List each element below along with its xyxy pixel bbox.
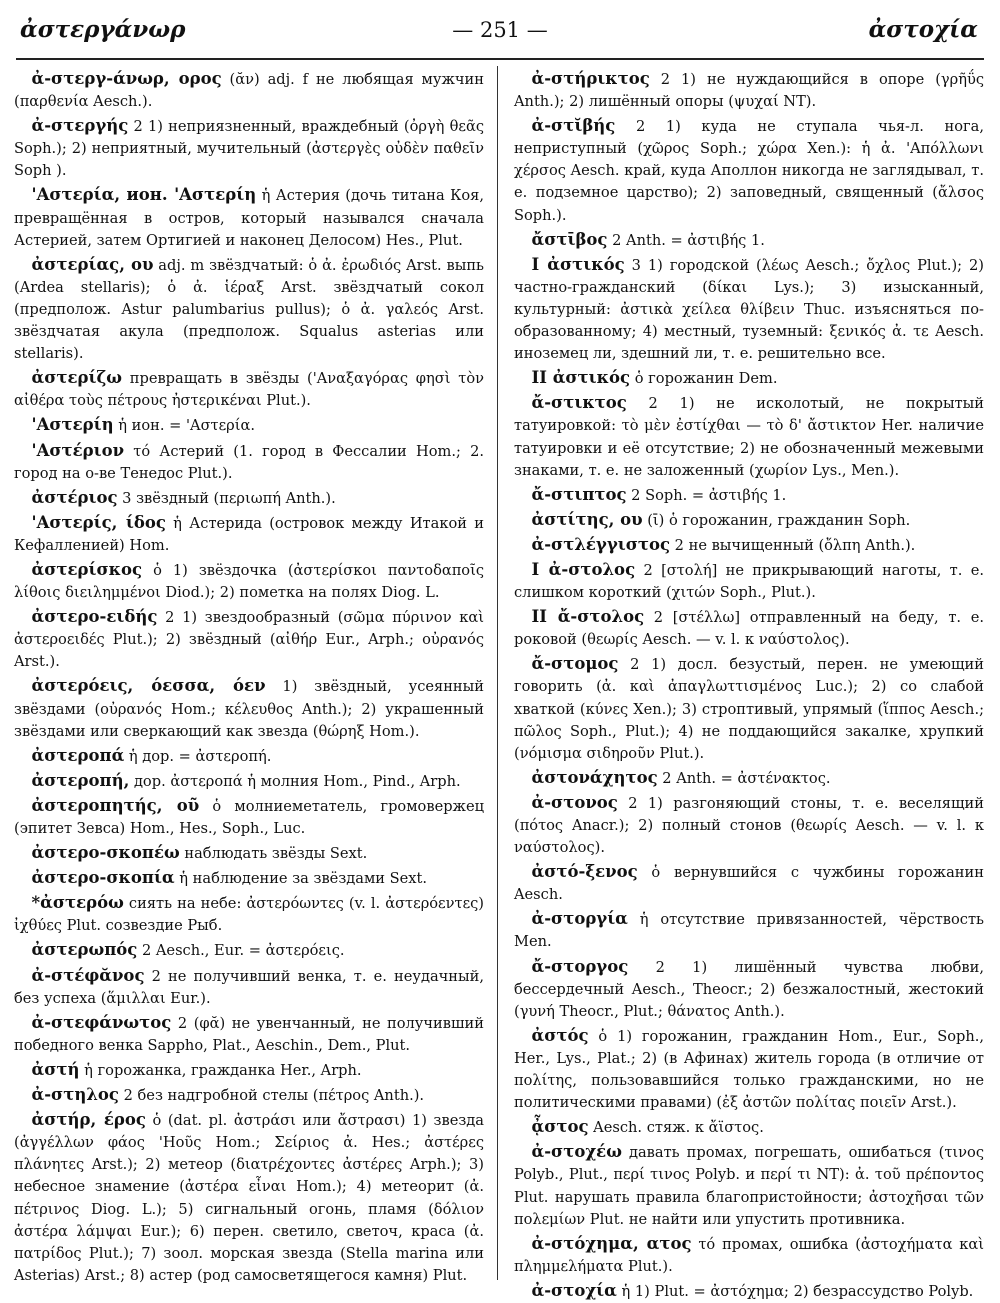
entry-definition: 2 1) куда не ступала чья-л. нога, неприступный (χῶρος Soph.; χώρα Xen.): ἡ ἀ. 'Απόλλωνι χέρσος Aesch. край, куда Аполлон никогда не заглядывал, т. е. подземное царство); 2) заповедный, священный (ἄλσος Soph.). bbox=[514, 118, 984, 224]
dictionary-entry bbox=[14, 440, 484, 485]
entry-definition: 2 (φᾰ) не увенчанный, не получивший победного венка Sappho, Plat., Aeschin., Dem., Plut. bbox=[14, 1014, 484, 1054]
dictionary-entry bbox=[514, 509, 984, 532]
entry-headword: ἄ-στιπτος bbox=[531, 484, 627, 504]
entry-definition: давать промах, погрешать, ошибаться (τινος Polyb., Plut., περί τινος Polyb. и περί τι NT): ἀ. τοῦ πρέποντος Plut. нарушать правила благопристойности; ἀστοχῆσαι τῶν πολεμίων Plut. не найти или упустить противника. bbox=[514, 1144, 984, 1228]
entry-headword: ἀστερο-σκοπία bbox=[31, 868, 175, 888]
dictionary-entry bbox=[14, 559, 484, 604]
entry-headword: ἀ-στόχημα, ατος bbox=[531, 1233, 692, 1253]
entry-headword: I ἀ-στολος bbox=[531, 559, 636, 579]
entry-definition: 2 Soph. = ἀστιβής 1. bbox=[626, 486, 787, 504]
entry-headword: ἀ-στεφάνωτος bbox=[31, 1012, 172, 1032]
left-column bbox=[14, 68, 485, 1284]
dictionary-entry bbox=[14, 367, 484, 412]
entry-definition: 2 1) не нуждающийся в опоре (γρῆΰς Anth.); 2) лишённый опоры (ψυχαί NT). bbox=[514, 71, 984, 111]
entry-definition: 2 1) звездообразный (σῶμα πύρινον καὶ ἀστεροειδές Plut.); 2) звёздный (αἰθήρ Eur., Arph.; οὐρανός Arst.). bbox=[14, 609, 484, 671]
entry-definition: 2 1) досл. безустый, перен. не умеющий говорить (ἀ. καὶ ἀπαγλωττισμένος Luc.); 2) со слабой хваткой (κύνες Xen.); 3) строптивый, упрямый (ἵππος Aesch.; πῶλος Soph., Plut.); 4) не поддающийся закалке, хрупкий (νόμισμα σιδηροῦν Plut.). bbox=[514, 656, 984, 762]
entry-definition: ὁ вернувшийся с чужбины горожанин Aesch. bbox=[514, 864, 984, 904]
dictionary-entry bbox=[14, 254, 484, 365]
dictionary-entry bbox=[14, 892, 484, 937]
dictionary-entry bbox=[14, 745, 484, 768]
entry-headword: ἀ-στήρικτος bbox=[531, 69, 650, 88]
entry-headword: ἀστό-ξενος bbox=[531, 862, 638, 882]
dictionary-entry bbox=[514, 653, 984, 764]
entry-headword: II ἀστικός bbox=[531, 368, 631, 388]
dictionary-entry bbox=[14, 1084, 484, 1107]
entry-definition: ὁ горожанин Dem. bbox=[630, 370, 778, 388]
entry-definition: τό промах, ошибка (ἀστοχήματα καὶ πλημμελήματα Plut.). bbox=[514, 1235, 985, 1275]
dictionary-entry bbox=[14, 1012, 484, 1057]
entry-definition: ἡ Астерия (дочь титана Коя, превращённая в остров, который назывался сначала Астерией, затем Ортигией и наконец Делосом) Hes., Plut. bbox=[14, 187, 485, 249]
dictionary-entry bbox=[14, 606, 484, 673]
dictionary-entry bbox=[514, 115, 984, 226]
entry-definition: сиять на небе: ἀστερόωντες (v. l. ἀστερόεντες) ἰχθύες Plut. созвездие Рыб. bbox=[14, 895, 484, 935]
entry-headword: 'Αστέριον bbox=[31, 440, 125, 460]
entry-headword: ἀστέριος bbox=[31, 487, 118, 507]
entry-headword: ἀστερο-σκοπέω bbox=[31, 843, 180, 863]
entry-definition: 2 [στέλλω] отправленный на беду, т. е. роковой (θεωρίς Aesch. — v. l. к ναύστολος). bbox=[514, 609, 984, 649]
entry-definition: 2 Anth. = ἀστιβής 1. bbox=[607, 231, 765, 249]
dictionary-entry bbox=[14, 795, 484, 840]
dictionary-entry bbox=[514, 1116, 984, 1139]
dictionary-entry bbox=[14, 867, 484, 890]
dictionary-entry bbox=[14, 842, 484, 865]
entry-headword: ἄ-στομος bbox=[531, 654, 619, 674]
entry-definition: 2 1) не исколотый, не покрытый татуировкой: τὸ μὲν ἐστίχθαι — τὸ δ' ἄστικτον Her. наличие татуировки и её отсутствие; 2) не обозначенный межевыми знаками, т. е. не заложенный (χωρίον Lys., Men.). bbox=[514, 395, 984, 479]
dictionary-entry bbox=[14, 939, 484, 962]
dictionary-entry bbox=[514, 1280, 984, 1303]
dictionary-entry bbox=[514, 956, 984, 1023]
entry-headword: ἀστός bbox=[531, 1025, 589, 1045]
dictionary-entry bbox=[514, 1141, 984, 1230]
dictionary-entry bbox=[514, 606, 984, 651]
dictionary-entry bbox=[14, 1059, 484, 1082]
dictionary-entry bbox=[14, 414, 484, 437]
dictionary-entry bbox=[514, 484, 984, 507]
entry-definition: ἡ ион. = 'Αστερία. bbox=[113, 417, 255, 435]
entry-headword: 'Αστερίη bbox=[31, 415, 114, 435]
entry-definition: 2 не вычищенный (ὄλπη Anth.). bbox=[670, 536, 916, 554]
entry-headword: 'Αστερία, ион. 'Αστερίη bbox=[31, 185, 257, 205]
entry-definition: 2 без надгробной стелы (πέτρος Anth.). bbox=[118, 1087, 425, 1105]
entry-headword: ἀ-στοχέω bbox=[531, 1142, 622, 1162]
entry-definition: (ᾰν) adj. f не любящая мужчин (παρθενία Aesch.). bbox=[14, 71, 484, 111]
entry-definition: ἡ отсутствие привязанностей, чёрствость Men. bbox=[514, 911, 984, 951]
dictionary-entry bbox=[514, 229, 984, 252]
entry-definition: ὁ 1) звёздочка (ἀστερίσκοι παντοδαποῖς λίθοις διειλημμένοι Diod.); 2) пометка на полях Diog. L. bbox=[14, 561, 484, 602]
entry-definition: дор. ἀστεροπά ἡ молния Hom., Pind., Arph. bbox=[129, 772, 461, 790]
entry-headword: ἀστονάχητος bbox=[531, 767, 658, 787]
entry-headword: ἀ-στλέγγιστος bbox=[531, 534, 671, 554]
entry-definition: 2 [στολή] не прикрывающий наготы, т. е. слишком короткий (χιτών Soph., Plut.). bbox=[514, 561, 985, 602]
entry-headword: ἄ-στικτος bbox=[531, 393, 627, 413]
entry-definition: ἡ 1) Plut. = ἀστόχημα; 2) безрассудство Polyb. bbox=[616, 1282, 974, 1300]
header-last-word: ἀστοχία bbox=[868, 16, 978, 43]
entry-definition: 3 1) городской (λέως Aesch.; ὄχλος Plut.); 2) частно-гражданский (δίκαι Lys.); 3) изысканный, культурный: ἀστικὰ χείλεα θλίβειν Thuc. изъясняться по-образованному; 4) местный, туземный: ξενικός ἀ. τε Aesch. иноземец ли, здешний ли, т. е. решительно все. bbox=[514, 256, 984, 363]
entry-definition: ἡ наблюдение за звёздами Sext. bbox=[174, 870, 428, 888]
dictionary-entry bbox=[514, 68, 984, 113]
page-header bbox=[0, 10, 1000, 54]
entry-headword: ἀ-στέφᾰνος bbox=[31, 965, 145, 985]
entry-definition: ἡ Астерида (островок между Итакой и Кефалленией) Hom. bbox=[14, 514, 484, 554]
header-rule bbox=[16, 58, 984, 60]
entry-headword: ἀ-στῐβής bbox=[531, 116, 616, 136]
entry-headword: ἀστεροπή, bbox=[31, 770, 130, 790]
dictionary-entry bbox=[14, 487, 484, 510]
entry-definition: Aesch. стяж. к ἄϊστος. bbox=[588, 1119, 764, 1137]
entry-headword: ἀ-στηλος bbox=[31, 1085, 119, 1105]
entry-definition: 2 1) лишённый чувства любви, бессердечный Aesch., Theocr.; 2) безжалостный, жестокий (γυνή Theocr., Plut.; θάνατος Anth.). bbox=[514, 958, 984, 1020]
dictionary-entry bbox=[14, 68, 484, 113]
entry-headword: I ἀστικός bbox=[531, 254, 625, 274]
dictionary-entry bbox=[514, 1025, 984, 1114]
dictionary-entry bbox=[514, 534, 984, 557]
entry-definition: ὁ молниеметатель, громовержец (эпитет Зевса) Hom., Hes., Soph., Luc. bbox=[14, 797, 484, 837]
column-divider bbox=[497, 66, 498, 1280]
entry-headword: ἀ-στονος bbox=[531, 792, 618, 812]
entry-definition: 2 1) неприязненный, враждебный (ὀργὴ θεᾶς Soph.); 2) неприятный, мучительный (ἀστεργὲς οὐδὲν παθεῖν Soph ). bbox=[14, 118, 484, 180]
dictionary-entry bbox=[514, 767, 984, 790]
entry-headword: ἀστερόεις, όεσσα, όεν bbox=[31, 676, 266, 696]
entry-definition: ἡ горожанка, гражданка Her., Arph. bbox=[79, 1061, 362, 1079]
entry-headword: II ἄ-στολος bbox=[531, 607, 645, 627]
dictionary-entry bbox=[14, 184, 484, 251]
entry-definition: (ῑ) ὁ горожанин, гражданин Soph. bbox=[642, 511, 911, 529]
entry-headword: ἀ-στεργ-άνωρ, ορος bbox=[31, 69, 222, 88]
entry-definition: 2 1) разгоняющий стоны, т. е. веселящий (πότος Anacr.); 2) полный стонов (θεωρίς Aesch. — v. l. к ναύστολος). bbox=[514, 794, 984, 857]
dictionary-entry bbox=[514, 367, 984, 390]
entry-definition: наблюдать звёзды Sext. bbox=[179, 845, 368, 863]
entry-headword: ἀστήρ, έρος bbox=[31, 1110, 146, 1130]
dictionary-entry bbox=[514, 559, 984, 604]
dictionary-entry bbox=[14, 115, 484, 182]
dictionary-entry bbox=[14, 512, 484, 557]
entry-headword: *ἀστερόω bbox=[31, 893, 124, 913]
entry-headword: ἀστερίζω bbox=[31, 368, 122, 388]
entry-definition: τό Астерий (1. город в Фессалии Hom.; 2. город на о-ве Тенедос Plut.). bbox=[14, 442, 484, 482]
dictionary-entry bbox=[14, 770, 484, 793]
entry-definition: ἡ дор. = ἀστεροπή. bbox=[124, 747, 272, 765]
entry-definition: ὁ 1) горожанин, гражданин Hom., Eur., Soph., Her., Lys., Plat.; 2) (в Афинах) житель города (в отличие от πολίτης, пользовавшийся только гражданскими, но не политическими правами) (ἐξ ἀστῶν πολίτας ποιεῖν Arst.). bbox=[514, 1027, 984, 1112]
dictionary-entry bbox=[514, 1233, 984, 1278]
entry-headword: ἀστερίας, ου bbox=[31, 254, 154, 274]
header-first-word: ἀστεργάνωρ bbox=[20, 16, 186, 43]
dictionary-entry bbox=[514, 254, 984, 365]
entry-definition: ὁ (dat. pl. ἀστράσι или ἄστρασι) 1) звезда (ἀγγέλλων φάος 'Ηοῦς Hom.; Σείριος ἀ. Hes.; ἀστέρες πλάνητες Arst.); 2) метеор (διατρέχοντες ἀστέρες Arph.); 3) небесное знамение (ἀστέρα εἶναι Hom.); 4) метеорит (ἀ. πέτρινος Diog. L.); 5) сигнальный огонь, пламя (δόλιον ἀστέρα λάμψαι Eur.); 6) перен. светило, светоч, краса (ἀ. πατρίδος Plut.); 7) зоол. морская звезда (Stella marina или Asterias) Arst.; 8) астер (род самосветящегося камня) Plut. bbox=[14, 1112, 484, 1284]
entry-headword: ἀστεροπά bbox=[31, 745, 125, 765]
dictionary-entry bbox=[514, 861, 984, 906]
entry-headword: ἀστεροπητής, οῦ bbox=[31, 795, 200, 815]
entry-definition: 2 Aesch., Eur. = ἀστερόεις. bbox=[137, 942, 345, 960]
entry-headword: ἀστή bbox=[31, 1059, 80, 1079]
entry-definition: 3 звёздный (περιωπή Anth.). bbox=[117, 489, 336, 507]
entry-headword: ἄ-στοργος bbox=[531, 956, 629, 976]
dictionary-entry bbox=[14, 1109, 484, 1287]
entry-headword: ἀ-στεργής bbox=[31, 116, 129, 136]
right-column bbox=[514, 68, 985, 1300]
dictionary-entry bbox=[14, 675, 484, 742]
entry-headword: ἀστίτης, ου bbox=[531, 509, 643, 529]
entry-headword: ἀ-στοργία bbox=[531, 909, 628, 929]
entry-headword: ἀστερωπός bbox=[31, 940, 138, 960]
entry-headword: 'Αστερίς, ίδος bbox=[31, 512, 166, 532]
page-number: — 251 — bbox=[452, 18, 548, 42]
entry-definition: превращать в звёзды ('Αναξαγόρας φησὶ τὸν αἰθέρα τοὺς πέτρους ἠστερικέναι Plut.). bbox=[14, 370, 484, 410]
dictionary-entry bbox=[514, 792, 984, 859]
entry-headword: ἄστῑβος bbox=[531, 229, 608, 249]
dictionary-entry bbox=[14, 965, 484, 1010]
entry-headword: ἀστερίσκος bbox=[31, 559, 143, 579]
entry-headword: ἀ-στοχία bbox=[531, 1280, 617, 1300]
entry-headword: ᾆστος bbox=[531, 1117, 589, 1137]
dictionary-entry bbox=[514, 908, 984, 953]
entry-definition: 2 Anth. = ἀστένακτος. bbox=[657, 769, 831, 787]
dictionary-entry bbox=[514, 392, 984, 481]
entry-headword: ἀστερο-ειδής bbox=[31, 607, 158, 627]
entry-definition: 2 не получивший венка, т. е. неудачный, без успеха (ἅμιλλαι Eur.). bbox=[14, 967, 484, 1007]
entry-definition: 1) звёздный, усеянный звёздами (οὐρανός Hom.; κέλευθος Anth.); 2) украшенный звёздами или сверкающий как звезда (θώρηξ Hom.). bbox=[14, 678, 484, 740]
entry-definition: adj. m звёздчатый: ὁ ἀ. ἐρωδιός Arst. выпь (Ardea stellaris); ὁ ἀ. ἱέραξ Arst. звёздчатый сокол (предполож. Astur palumbarius pullus); ὁ ἀ. γαλεός Arst. звёздчатая акула (предполож. Squalus asterias или stellaris). bbox=[14, 256, 485, 363]
